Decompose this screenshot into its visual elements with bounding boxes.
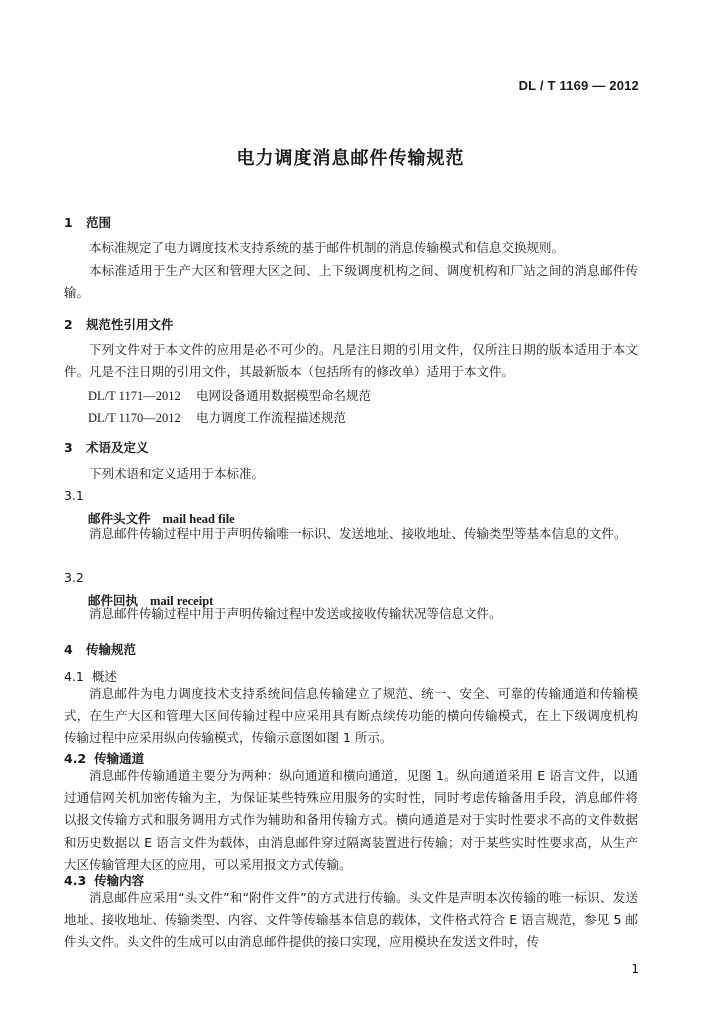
section-number: 1 — [64, 215, 73, 230]
subsection-title: 概述 — [91, 669, 117, 684]
subsection-title: 传输内容 — [94, 873, 145, 888]
subsection-title: 传输通道 — [94, 751, 145, 766]
section-number: 3 — [64, 440, 73, 455]
section-4-heading — [64, 640, 136, 658]
document-code: DL / T 1169 — 2012 — [518, 78, 639, 93]
reference-title: 电力调度工作流程描述规范 — [196, 410, 347, 425]
subsection-4-2-paragraph: 消息邮件传输通道主要分为两种：纵向通道和横向通道，见图 1。纵向通道采用 E 语言文件，以通过通信网关机加密传输为主，为保证某些特殊应用服务的实时性，同时考虑传输备用手段，消息邮件将以报文传输方式和服务调用方式作为辅助和备用传输方式。横向通道是对于实时性要求不高的文件数据和历史数据以 E 语言文件为载体，由消息邮件穿过隔离装置进行传输；对于某些实时性要求高，从生产大区传输管理大区的应用，可以采用报文方式传输。 — [64, 768, 638, 872]
normative-reference — [88, 408, 346, 426]
section-number: 4 — [64, 642, 73, 657]
subsection-number: 4.3 — [64, 873, 87, 888]
section-2-paragraph: 下列文件对于本文件的应用是必不可少的。凡是注日期的引用文件，仅所注日期的版本适用于本文件。凡是不注日期的引用文件，其最新版本（包括所有的修改单）适用于本文件。 — [64, 342, 638, 380]
page-number: 1 — [631, 962, 639, 976]
section-1-heading — [64, 213, 111, 231]
section-number: 2 — [64, 317, 73, 332]
section-title: 术语及定义 — [86, 440, 149, 455]
subsection-4-1-paragraph: 消息邮件为电力调度技术支持系统间信息传输建立了规范、统一、安全、可靠的传输通道和传输模式，在生产大区和管理大区间传输过程中应采用具有断点续传功能的横向传输模式，在上下级调度机构传输过程中应采用纵向传输模式，传输示意图如图 1 所示。 — [64, 686, 638, 746]
reference-title: 电网设备通用数据模型命名规范 — [196, 388, 372, 403]
reference-code: DL/T 1171—2012 — [88, 389, 181, 403]
subsection-number: 4.1 — [64, 669, 84, 684]
term-3-1-definition: 消息邮件传输过程中用于声明传输唯一标识、发送地址、接收地址、传输类型等基本信息的文件。 — [89, 526, 627, 541]
section-title: 范围 — [86, 215, 112, 230]
section-2-heading — [64, 315, 174, 333]
term-chinese: 邮件头文件 — [88, 511, 151, 526]
term-english: mail receipt — [150, 594, 214, 608]
term-3-2-number: 3.2 — [64, 570, 84, 585]
section-title: 规范性引用文件 — [86, 317, 174, 332]
normative-reference — [88, 386, 371, 404]
section-1-paragraph-2: 本标准适用于生产大区和管理大区之间、上下级调度机构之间、调度机构和厂站之间的消息邮件传输。 — [64, 263, 638, 301]
term-chinese: 邮件回执 — [88, 593, 139, 608]
section-3-heading — [64, 438, 149, 456]
section-title: 传输规范 — [86, 642, 137, 657]
document-title: 电力调度消息邮件传输规范 — [236, 148, 465, 169]
term-3-2-definition: 消息邮件传输过程中用于声明传输过程中发送或接收传输状况等信息文件。 — [89, 606, 502, 621]
section-3-paragraph: 下列术语和定义适用于本标准。 — [89, 466, 265, 481]
reference-code: DL/T 1170—2012 — [88, 411, 181, 425]
subsection-4-3-paragraph: 消息邮件应采用“头文件”和“附件文件”的方式进行传输。头文件是声明本次传输的唯一标识、发送地址、接收地址、传输类型、内容、文件等传输基本信息的载体，文件格式符合 E 语言规范，参见 5 邮件头文件。头文件的生成可以由消息邮件提供的接口实现，应用模块在发送文件时，传 — [64, 890, 638, 950]
term-3-1-number: 3.1 — [64, 488, 84, 503]
term-english: mail head file — [162, 512, 235, 526]
section-1-paragraph-1: 本标准规定了电力调度技术支持系统的基于邮件机制的消息传输模式和信息交换规则。 — [89, 240, 565, 255]
subsection-number: 4.2 — [64, 751, 87, 766]
